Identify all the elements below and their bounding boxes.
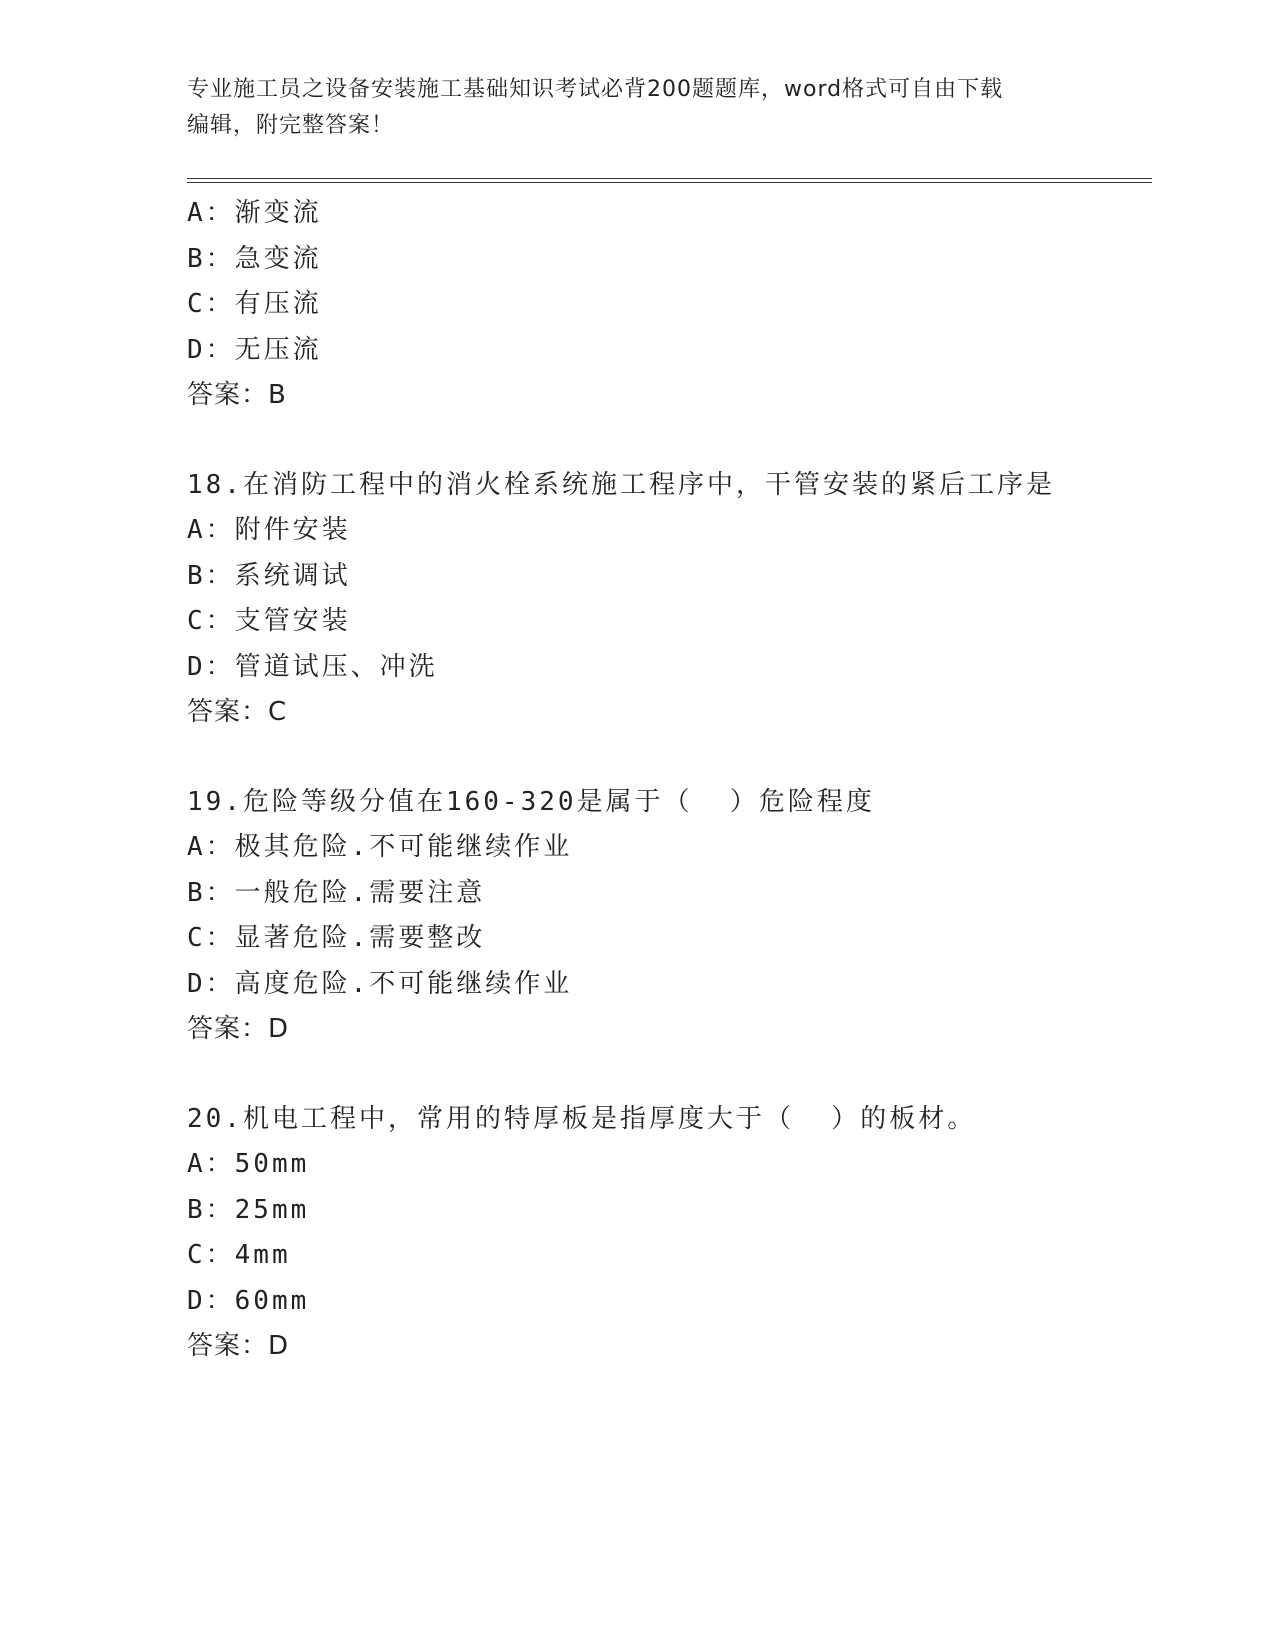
option-a: A：50mm (187, 1149, 310, 1179)
answer-line: 答案：B (187, 380, 287, 410)
document-header (187, 72, 1087, 144)
question-17 (187, 191, 1187, 419)
header-divider-top (187, 178, 1152, 179)
header-line-1: 专业施工员之设备安装施工基础知识考试必背200题题库，word格式可自由下载 (187, 77, 1004, 102)
option-a: A：渐变流 (187, 198, 322, 228)
question-text: 19.危险等级分值在160-320是属于（ ）危险程度 (187, 786, 875, 817)
option-c: C：显著危险.需要整改 (187, 923, 486, 953)
answer-line: 答案：D (187, 1014, 290, 1044)
option-d: D：管道试压、冲洗 (187, 651, 438, 682)
option-c: C：有压流 (187, 289, 322, 319)
option-c: C：4mm (187, 1240, 291, 1270)
question-list (187, 191, 1187, 1370)
option-c: C：支管安装 (187, 606, 351, 636)
answer-line: 答案：C (187, 697, 288, 727)
answer-line: 答案：D (187, 1331, 290, 1361)
option-b: B：一般危险.需要注意 (187, 877, 486, 908)
option-b: B：25mm (187, 1194, 310, 1225)
question-18 (187, 463, 1187, 736)
option-d: D：高度危险.不可能继续作业 (187, 968, 573, 999)
header-line-2: 编辑，附完整答案！ (187, 113, 395, 138)
option-a: A：极其危险.不可能继续作业 (187, 832, 573, 862)
option-d: D：60mm (187, 1285, 310, 1316)
question-20 (187, 1097, 1187, 1370)
option-a: A：附件安装 (187, 515, 351, 545)
option-b: B：系统调试 (187, 560, 351, 591)
question-text: 20.机电工程中，常用的特厚板是指厚度大于（ ）的板材。 (187, 1103, 977, 1134)
header-divider-bottom (187, 182, 1152, 183)
option-b: B：急变流 (187, 243, 322, 274)
option-d: D：无压流 (187, 334, 322, 365)
question-text: 18.在消防工程中的消火栓系统施工程序中，干管安装的紧后工序是 (187, 469, 1055, 500)
question-19 (187, 780, 1187, 1053)
